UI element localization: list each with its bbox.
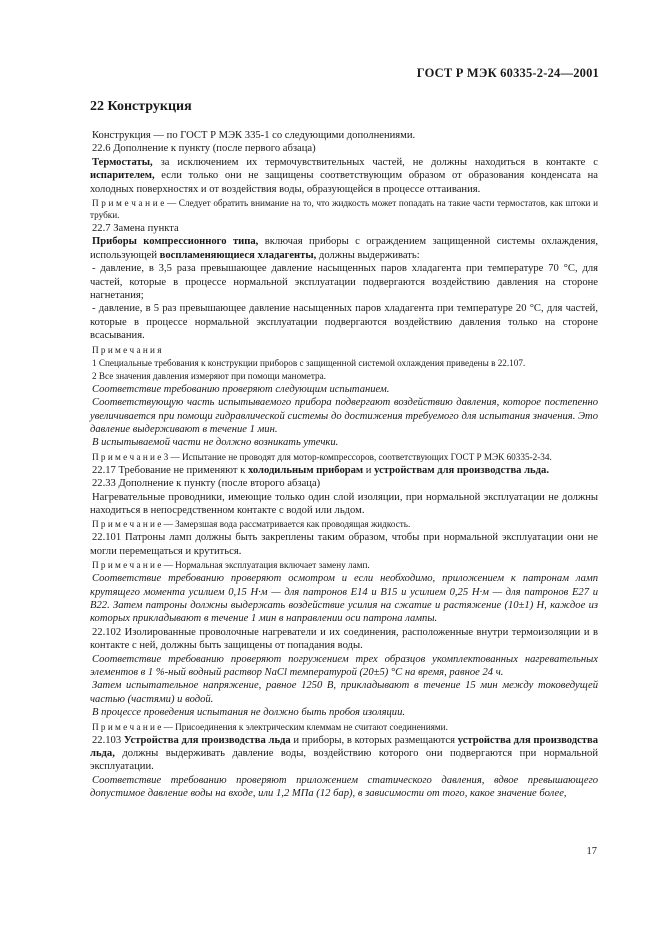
note: П р и м е ч а н и е — Замерзшая вода рассматривается как проводящая жидкость.	[92, 519, 411, 530]
paragraph: Приборы компрессионного типа, включая приборы с ограждением защищенной системы охлаждения, использующей воспламеняющиеся хладагенты, должны выдерживать:	[90, 236, 598, 261]
term: Термостаты,	[92, 156, 153, 168]
paragraph: 22.101 Патроны ламп должны быть закреплены таким образом, чтобы при нормальной эксплуатации они не могли перемещаться и крутиться.	[90, 532, 598, 557]
page-number: 17	[586, 846, 597, 857]
test-text: Соответствие требованию проверяют следующим испытанием.	[92, 383, 390, 395]
section-title: 22 Конструкция	[90, 99, 192, 114]
term: устройства для производства льда,	[90, 734, 598, 760]
term: Приборы компрессионного типа,	[92, 236, 259, 248]
paragraph: 22.17 Требование не применяют к холодильным приборам и устройствам для производства льда.	[92, 464, 549, 476]
paragraph: Нагревательные проводники, имеющие только один слой изоляции, при нормальной эксплуатации не должны находиться в непосредственном контакте с водой или льдом.	[90, 491, 598, 516]
paragraph: 22.103 Устройства для производства льда и приборы, в которых размещаются устройства для производства льда, должны выдерживать давление воды, воздействию которого они подвергаются при нормальной эксплуатации.	[90, 734, 598, 773]
paragraph: 22.33 Дополнение к пункту (после второго абзаца)	[92, 478, 321, 490]
test-text: Соответствие требованию проверяют приложением статического давления, вдвое превышающего допустимое давление воды на входе, или 1,2 МПа (12 бар), в зависимости от того, какое значение более,	[90, 774, 598, 800]
test-text: В процессе проведения испытания не должно быть пробоя изоляции.	[92, 707, 406, 719]
note: П р и м е ч а н и е — Следует обратить внимание на то, что жидкость может попадать на такие части термостатов, как штоки и трубки.	[90, 198, 598, 221]
test-text: Соответствие требованию проверяют осмотром и если необходимо, приложением к патронам ламп крутящего момента усилием 0,15 Н·м — для патронов Е14 и В15 и усилием 0,25 Н·м — для патронов Е27 и В22. Затем патроны должны выдержать воздействие усилия на сжатие и растяжение (10±1) Н, каждое из которых прикладывают в течение 1 мин в направлении оси патрона лампы.	[90, 573, 598, 625]
list-item: - давление, в 3,5 раза превышающее давление насыщенных паров хладагента при температуре 70 °С, для частей, которые в процессе нормальной эксплуатации подвергаются воздействию давления на стороне нагнетания;	[90, 263, 598, 302]
term: Устройства для производства льда	[123, 734, 291, 746]
test-text: Соответствие требованию проверяют погружением трех образцов укомплектованных нагревательных элементов в 1 %-ный водный раствор NaCl температурой (20±5) °С на время, равное 24 ч.	[90, 653, 598, 678]
term: устройствам для производства льда.	[374, 464, 549, 476]
test-text: Затем испытательное напряжение, равное 1250 В, прикладывают в течение 15 мин между токоведущей частью (частями) и водой.	[90, 680, 598, 705]
paragraph: 22.7 Замена пункта	[92, 223, 179, 235]
test-text: Соответствующую часть испытываемого прибора подвергают воздействию давления, которое постепенно увеличивается при помощи гидравлической системы до достижения требуемого для испытания значения. Это давление выдерживают в течение 1 мин.	[90, 397, 598, 435]
list-item: - давление, в 5 раз превышающее давление насыщенных паров хладагента при температуре 20 °С, для частей, которые в процессе нормальной эксплуатации подвергаются воздействию давления только на стороне всасывания.	[90, 303, 598, 342]
paragraph: 22.102 Изолированные проволочные нагреватели и их соединения, расположенные внутри термоизоляции и в контакте с ней, должны быть защищены от попадания воды.	[90, 626, 598, 652]
note-label: П р и м е ч а н и я	[92, 344, 162, 355]
note: 1 Специальные требования к конструкции приборов с защищенной системой охлаждения приведены в 22.107.	[92, 357, 526, 368]
paragraph: Конструкция — по ГОСТ Р МЭК 335-1 со следующими дополнениями.	[92, 130, 416, 141]
term: испарителем,	[90, 170, 155, 182]
note: 2 Все значения давления измеряют при помощи манометра.	[92, 370, 326, 381]
term: холодильным приборам	[247, 464, 364, 476]
document-header: ГОСТ Р МЭК 60335-2-24—2001	[416, 66, 599, 80]
term: воспламеняющиеся хладагенты,	[159, 249, 317, 261]
document-body	[90, 129, 598, 801]
note: П р и м е ч а н и е — Присоединения к электрическим клеммам не считают соединениями.	[92, 721, 448, 732]
note: П р и м е ч а н и е — Нормальная эксплуатация включает замену ламп.	[92, 560, 370, 571]
note: П р и м е ч а н и е 3 — Испытание не проводят для мотор-компрессоров, соответствующих ГОСТ Р МЭК 60335-2-34.	[92, 451, 552, 462]
paragraph: Термостаты, за исключением их термочувствительных частей, не должны находиться в контакте с испарителем, если только они не защищены соответствующим образом от образования конденсата на холодных поверхностях и от воздействия воды, образующейся в процессе оттаивания.	[90, 156, 598, 195]
paragraph: 22.6 Дополнение к пункту (после первого абзаца)	[92, 143, 316, 155]
test-text: В испытываемой части не должно возникать утечки.	[92, 437, 339, 449]
